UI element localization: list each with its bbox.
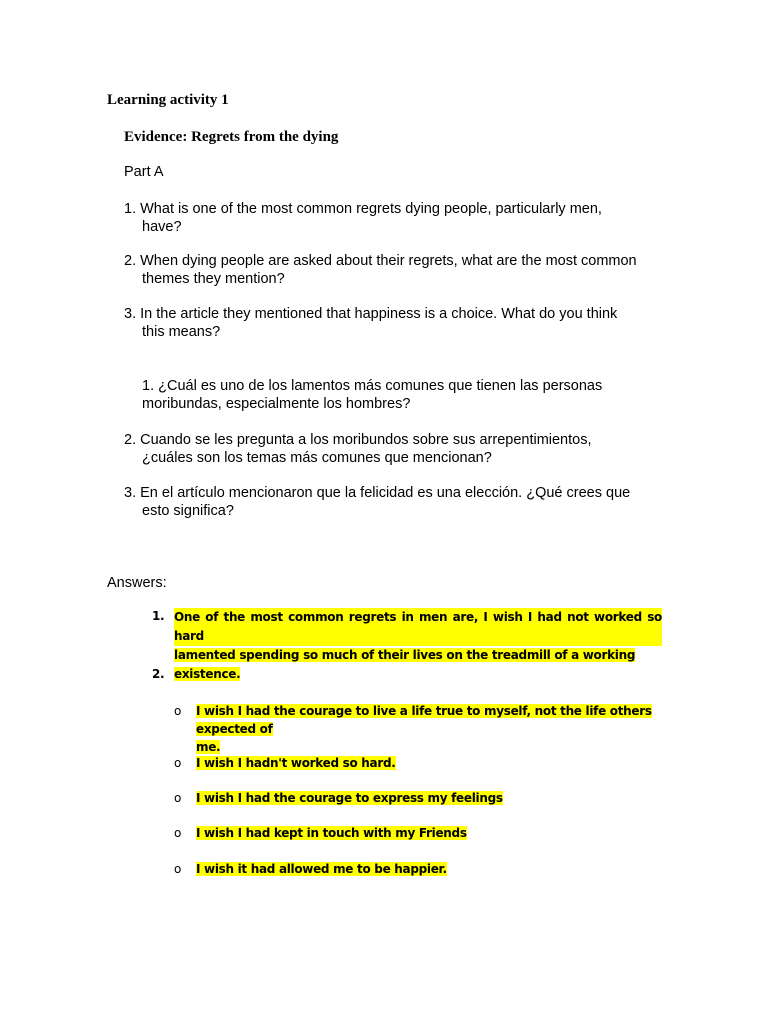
- bullet-text: I wish I had the courage to express my feelings: [196, 791, 503, 805]
- question-text: When dying people are asked about their regrets, what are the most common: [140, 253, 637, 269]
- activity-title: Learning activity 1: [107, 92, 229, 108]
- question-text: What is one of the most common regrets dying people, particularly men,: [140, 201, 602, 217]
- bullet-icon: o: [174, 826, 182, 840]
- question-number: 1.: [142, 378, 155, 394]
- question-number: 3.: [124, 306, 137, 322]
- question-es-3: [124, 484, 660, 520]
- question-number: 1.: [124, 201, 137, 217]
- question-text-continued: themes they mention?: [142, 271, 285, 287]
- question-text: ¿Cuál es uno de los lamentos más comunes que tienen las personas: [158, 378, 603, 394]
- bullet-text: I wish I had kept in touch with my Friends: [196, 826, 467, 840]
- question-text-continued: moribundas, especialmente los hombres?: [142, 396, 411, 412]
- question-en-1: [124, 200, 660, 236]
- bullet-item-2: [196, 754, 662, 772]
- answer-1-line-2: lamented spending so much of their lives on the treadmill of a working existence.: [174, 648, 636, 681]
- bullet-icon: o: [174, 756, 182, 770]
- answer-1-number: 1.: [152, 609, 165, 623]
- question-text-continued: esto significa?: [142, 503, 234, 519]
- bullet-text-continued: me.: [196, 740, 221, 754]
- bullet-item-3: [196, 789, 662, 807]
- question-text-continued: this means?: [142, 324, 221, 340]
- answers-heading: Answers:: [107, 575, 167, 591]
- question-text-continued: have?: [142, 219, 182, 235]
- question-text: Cuando se les pregunta a los moribundos sobre sus arrepentimientos,: [140, 432, 592, 448]
- question-en-3: [124, 305, 660, 341]
- bullet-item-1: [196, 702, 662, 756]
- answer-2-number: 2.: [152, 667, 165, 681]
- answer-1-line-1: One of the most common regrets in men are, I wish I had not worked so hard: [174, 608, 662, 646]
- question-es-2: [124, 431, 660, 467]
- bullet-item-4: [196, 824, 662, 842]
- bullet-icon: o: [174, 791, 182, 805]
- question-number: 3.: [124, 485, 137, 501]
- question-text: In the article they mentioned that happiness is a choice. What do you think: [140, 306, 618, 322]
- bullet-text: I wish I hadn't worked so hard.: [196, 756, 396, 770]
- bullet-text: I wish it had allowed me to be happier.: [196, 862, 447, 876]
- bullet-icon: o: [174, 862, 182, 876]
- question-text-continued: ¿cuáles son los temas más comunes que mencionan?: [142, 450, 492, 466]
- bullet-text: I wish I had the courage to live a life true to myself, not the life others expected of: [196, 704, 652, 736]
- question-number: 2.: [124, 253, 137, 269]
- evidence-title: Evidence: Regrets from the dying: [124, 129, 339, 145]
- question-text: En el artículo mencionaron que la felicidad es una elección. ¿Qué crees que: [140, 485, 631, 501]
- question-en-2: [124, 252, 660, 288]
- question-es-1: [142, 377, 660, 413]
- question-number: 2.: [124, 432, 137, 448]
- answer-1: [174, 608, 662, 684]
- part-label: Part A: [124, 164, 164, 180]
- bullet-item-5: [196, 860, 662, 878]
- bullet-icon: o: [174, 704, 182, 718]
